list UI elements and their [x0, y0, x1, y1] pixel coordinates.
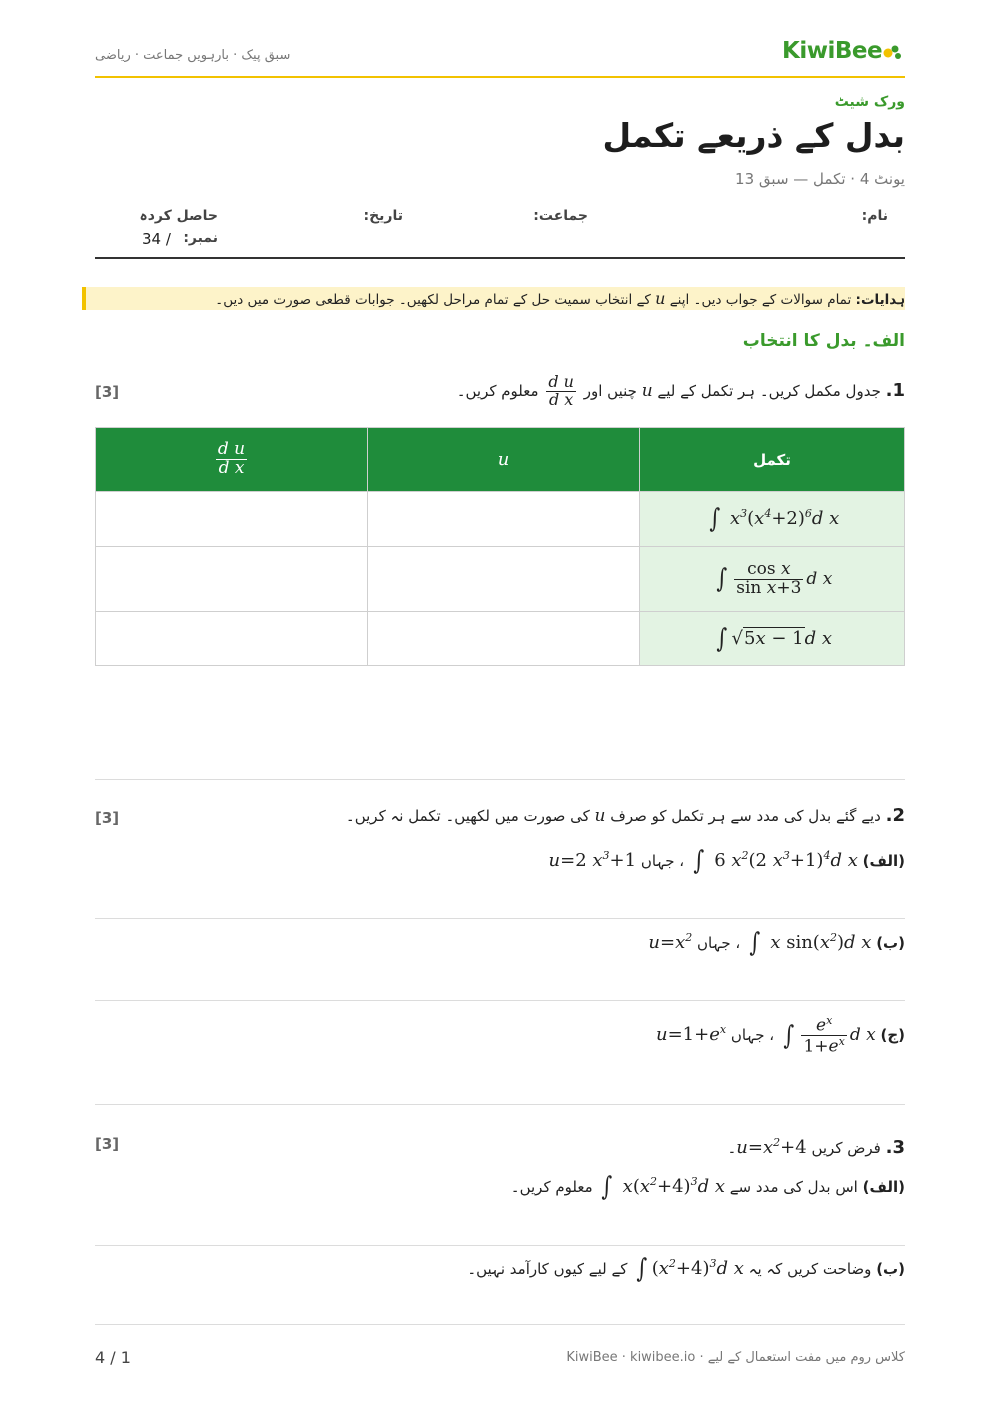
- worksheet-label: ورک شیٹ: [834, 94, 905, 110]
- q3-prompt: 3. فرض کریں $u=x^2+4۔$: [727, 1136, 905, 1158]
- header-integral: تکمل: [640, 428, 905, 492]
- breadcrumb: سبق پیک · بارہویں جماعت · ریاضی: [95, 48, 291, 63]
- table-row: [96, 547, 905, 612]
- table-header-row: [96, 428, 905, 492]
- integral-cell: ∫ $\frac{\text{cos x}}{\text{sin x+3}}$ d x: [640, 547, 905, 612]
- q3-marks: [3]: [95, 1135, 120, 1153]
- bee-icon: [882, 44, 904, 64]
- logo-text: KiwiBee: [782, 38, 883, 64]
- q1-prompt: [457, 369, 905, 413]
- page-number: 1 / 4: [95, 1348, 131, 1367]
- footer-credit: کلاس روم میں مفت استعمال کے لیے · KiwiBee · kiwibee.io: [566, 1350, 905, 1365]
- divider: [95, 1245, 905, 1246]
- divider: [95, 1324, 905, 1325]
- q3-part-a: (الف) اس بدل کی مدد سے ∫ $x(x^2+4)^3d$ x معلوم کریں۔: [510, 1172, 905, 1202]
- divider: [95, 1000, 905, 1001]
- q3-number: 3.: [885, 1137, 905, 1158]
- q2-part-c: (ج) ∫ $\frac{e^x}{1+e^x}$ d x ، جہاں $u=1+e^x$: [656, 1013, 905, 1057]
- q1-marks: [3]: [95, 383, 120, 401]
- date-field[interactable]: تاریخ:: [363, 208, 403, 224]
- q2-text-a: دیے گئے بدل کی مدد سے ہر تکمل کو صرف: [610, 807, 881, 825]
- header-du-dx: $\frac{\text{d u}}{\text{d x}}$: [96, 428, 368, 492]
- q2-text-b: کی صورت میں لکھیں۔ تکمل نہ کریں۔: [345, 807, 590, 825]
- name-field[interactable]: نام:: [861, 208, 888, 224]
- divider: [95, 1104, 905, 1105]
- instructions-box: [82, 287, 905, 310]
- brand-logo: [782, 38, 907, 68]
- instructions-var: u: [655, 289, 666, 308]
- divider: [95, 918, 905, 919]
- fields-rule: [95, 257, 905, 259]
- obtained-label: حاصل کردہ: [139, 208, 218, 224]
- instructions-text-a: تمام سوالات کے جواب دیں۔ اپنے: [669, 292, 852, 308]
- answer-cell-du[interactable]: [96, 547, 368, 612]
- part-label: (الف): [862, 852, 905, 870]
- instructions-text-b: کے انتخاب سمیت حل کے تمام مراحل لکھیں۔ جوابات قطعی صورت میں دیں۔: [215, 292, 651, 308]
- part-label: (الف): [862, 1178, 905, 1196]
- q3-part-b: (ب) وضاحت کریں کہ یہ ∫ $(x^2+4)^3d$ x کے لیے کیوں کارآمد نہیں۔: [467, 1254, 905, 1284]
- part-label: (ب): [876, 1260, 905, 1278]
- header-rule: [95, 76, 905, 78]
- section-a-title: الف۔ بدل کا انتخاب: [742, 331, 905, 351]
- class-field[interactable]: جماعت:: [533, 208, 588, 224]
- part-label: (ب): [876, 934, 905, 952]
- instructions-label: ہدایات:: [855, 292, 905, 308]
- answer-cell-u[interactable]: [368, 492, 640, 547]
- part-label: (ج): [880, 1026, 905, 1044]
- answer-cell-u[interactable]: [368, 612, 640, 666]
- integral-cell: ∫ $x^3(x^4+2)^6d$ x: [640, 492, 905, 547]
- q2-prompt: [346, 805, 905, 826]
- page-title: بدل کے ذریعے تکمل: [602, 116, 905, 155]
- table-row: [96, 492, 905, 547]
- page-subtitle: یونٹ 4 · تکمل — سبق 13: [735, 170, 905, 188]
- marks-total: / 34: [142, 230, 171, 248]
- table-row: [96, 612, 905, 666]
- q2-part-a: (الف) ∫ 6 $x^2(2$ $x^3+1)^4d$ x ، جہاں u=2 $x^3+1$: [548, 846, 905, 876]
- answer-cell-du[interactable]: [96, 612, 368, 666]
- q1-number: 1.: [885, 380, 905, 401]
- q1-text-c: معلوم کریں۔: [456, 382, 539, 400]
- integral-cell: ∫ √5x − 1d x: [640, 612, 905, 666]
- q1-var: u: [641, 381, 653, 401]
- q2-part-b: (ب) ∫ x $\sin(x^2)d$ x ، جہاں $u=x^2$: [648, 928, 905, 958]
- q1-text-b: چنیں اور: [583, 382, 637, 400]
- answer-cell-u[interactable]: [368, 547, 640, 612]
- divider: [95, 779, 905, 780]
- marks-label: نمبر:: [183, 230, 218, 246]
- q2-number: 2.: [885, 805, 905, 826]
- q1-text-a: جدول مکمل کریں۔ ہر تکمل کے لیے: [657, 382, 881, 400]
- q1-du-dx: $\frac{\text{d u}}{\text{d x}}$: [548, 372, 574, 409]
- header-u: u: [368, 428, 640, 492]
- q2-marks: [3]: [95, 809, 120, 827]
- q1-table: [95, 427, 905, 666]
- answer-cell-du[interactable]: [96, 492, 368, 547]
- q2-var: u: [594, 806, 606, 826]
